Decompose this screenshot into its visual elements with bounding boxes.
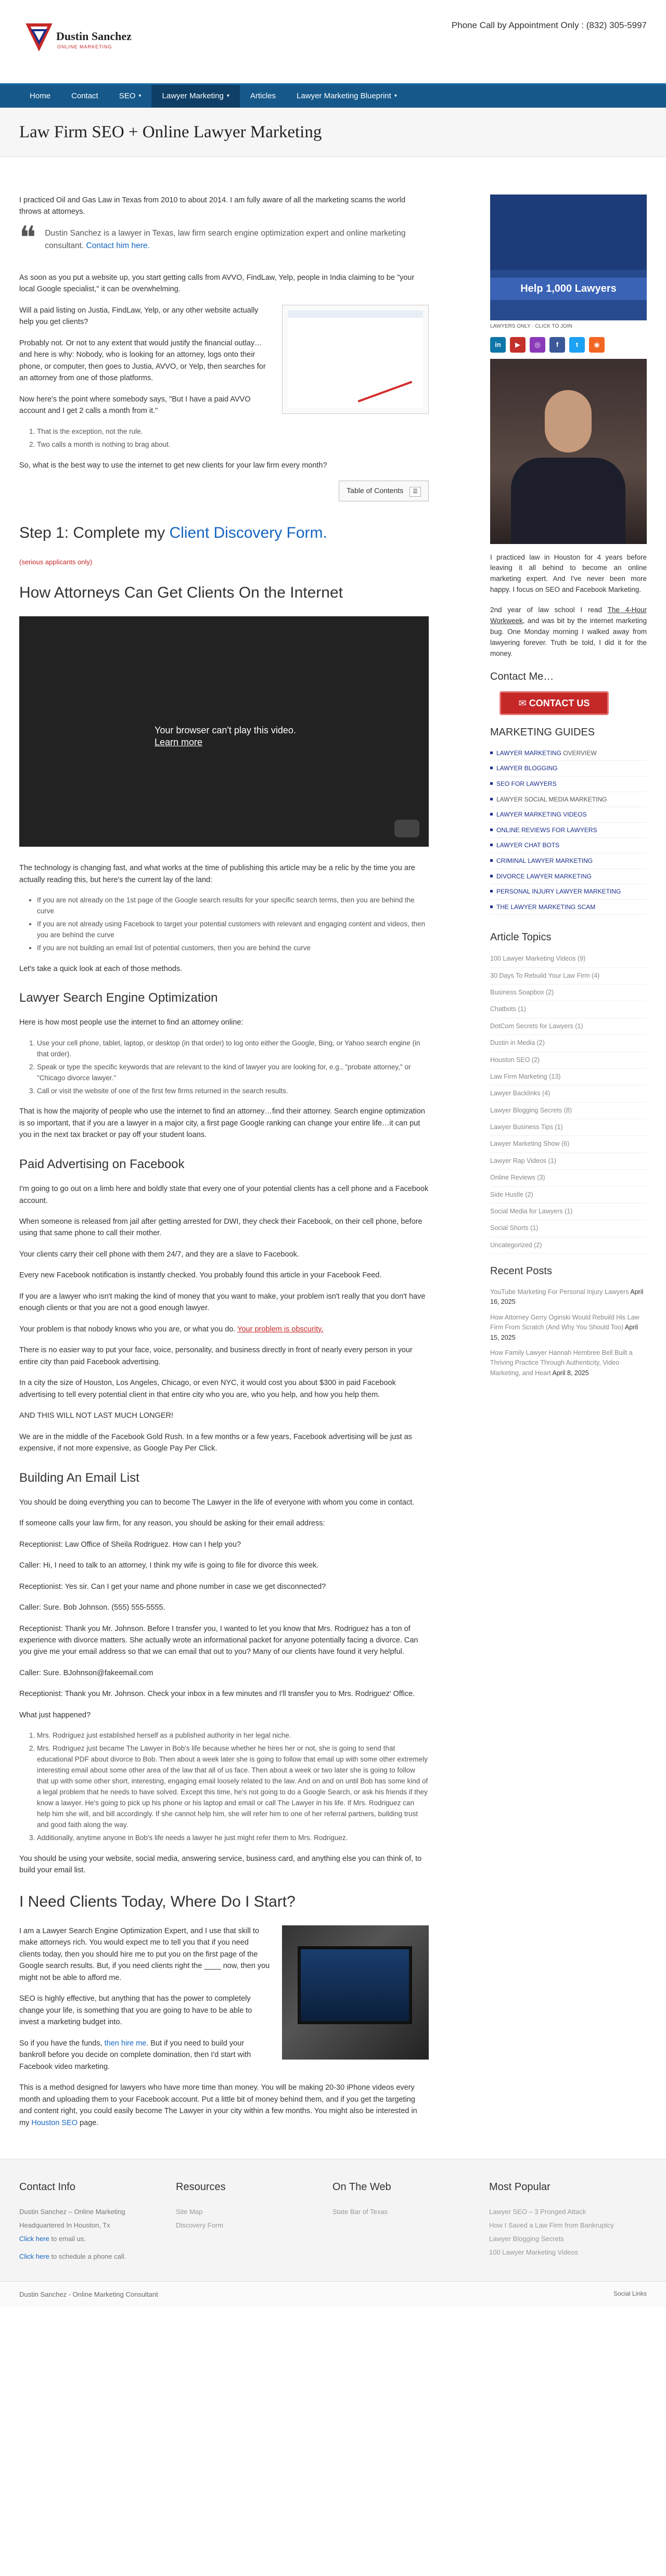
- topic-link[interactable]: Lawyer Blogging Secrets (8): [490, 1106, 572, 1114]
- intro-paragraph: I practiced Oil and Gas Law in Texas from 2010 to about 2014. I am fully aware of all the marketing scams the world throws at attorneys.: [19, 196, 406, 216]
- footer-on-web: [332, 2179, 489, 2266]
- paragraph: As soon as you put a website up, you start getting calls from AVVO, FindLaw, Yelp, people in India claiming to be "your local Google specialist," it can be overwhelming.: [19, 273, 415, 294]
- nav-item-label: Articles: [250, 92, 276, 100]
- guide-suffix: OVERVIEW: [561, 749, 597, 757]
- topic-link[interactable]: Social Media for Lawyers (1): [490, 1207, 573, 1215]
- guide-link[interactable]: LAWYER MARKETING: [496, 749, 561, 757]
- email-link[interactable]: Click here: [19, 2235, 49, 2243]
- topics-heading: Article Topics: [490, 931, 552, 943]
- footer-link[interactable]: Lawyer SEO – 3 Pronged Attack: [489, 2208, 586, 2216]
- paragraph: Now here's the point where somebody says, "But I have a paid AVVO account and I get 2 calls a month from it.": [19, 395, 251, 416]
- footer-call: [19, 2251, 176, 2262]
- guide-suffix: LAWYER SOCIAL MEDIA MARKETING: [496, 795, 607, 803]
- footer-heading: Resources: [176, 2181, 226, 2193]
- paragraph: Caller: Hi, I need to talk to an attorney, I think my wife is going to file for divorce this week.: [19, 1561, 319, 1570]
- topic-item[interactable]: [490, 1119, 647, 1136]
- paragraph: Every new Facebook notification is instantly checked. You probably found this article in your Facebook Feed.: [19, 1271, 382, 1280]
- popular-list: [489, 2207, 646, 2258]
- paragraph: I am a Lawyer Search Engine Optimization Expert, and I use that skill to make attorneys rich. You would expect me to tell you that if you need clients today, then you should hire me to put you on the first page of the Google search results. But, if you need clients right the ____ now, then you might not be able to afford me.: [19, 1927, 270, 1982]
- list-item: • If you are not building an email list of potential customers, then you are behind the curve: [37, 943, 429, 954]
- footer-contact: [19, 2179, 176, 2266]
- guide-item[interactable]: [490, 761, 647, 776]
- nav-item-label: Home: [30, 92, 51, 100]
- topic-item[interactable]: [490, 1069, 647, 1085]
- recent-post[interactable]: [490, 1310, 647, 1345]
- paragraph: Caller: Sure. BJohnson@fakeemail.com: [19, 1668, 153, 1677]
- paragraph: If you are a lawyer who isn't making the kind of money that you want to make, your problem isn't really that you don't have enough clients or that you are not a good enough lawyer.: [19, 1292, 426, 1313]
- author-quote: [19, 220, 429, 262]
- list-item: 2. Mrs. Rodriguez just became The Lawyer in Bob's life because whether he hires her or not, she is going to send that educational PDF about divorce to Bob. Then about a week later she is going to follow that email up with some other extremely interesting email about some other area of the law that all of us face. Then about a week or two later she is going to follow that up with some other short, interesting, engaging email loosely related to the law. And on and on until Bob has some kind of a legal problem that he needs to have solved. Except this time, he's not going to do a Google Search, or ask his friends if they know a lawyer. He's going to pick up his phone or his laptop and email or call The Lawyer in his life. If Mrs. Rodriguez can help him she will, and bill accordingly. If she cannot help him, she will refer him to one of her referral partners, building trust and good faith along the way.: [37, 1743, 429, 1830]
- guide-link[interactable]: DIVORCE LAWYER MARKETING: [496, 872, 592, 880]
- footer-hq: Headquartered In Houston, Tx: [19, 2221, 110, 2230]
- sidebar: [490, 195, 647, 2138]
- portrait-face: [545, 390, 592, 452]
- nav-item-home[interactable]: [19, 85, 61, 108]
- paragraph: You should be using your website, social media, answering service, business card, and anything else you can think of, to build your email list.: [19, 1854, 422, 1875]
- site-header: [19, 0, 647, 83]
- site-footer: [0, 2159, 666, 2281]
- twitter-icon[interactable]: t: [569, 337, 585, 353]
- social-links-button[interactable]: Social Links: [613, 2289, 647, 2297]
- nav-item-label: Lawyer Marketing Blueprint: [297, 92, 391, 100]
- paragraph: Your clients carry their cell phone with them 24/7, and they are a slave to Facebook.: [19, 1250, 299, 1259]
- guide-link[interactable]: ONLINE REVIEWS FOR LAWYERS: [496, 826, 597, 834]
- table-of-contents[interactable]: [339, 481, 429, 501]
- topic-item[interactable]: [490, 1085, 647, 1102]
- ad-text: Help 1,000 Lawyers: [490, 278, 647, 300]
- rss-icon[interactable]: ◉: [589, 337, 605, 353]
- call-link[interactable]: Click here: [19, 2253, 49, 2261]
- guides-heading: MARKETING GUIDES: [490, 726, 595, 738]
- author-portrait: [490, 359, 647, 544]
- paragraph: I'm going to go out on a limb here and boldly state that every one of your potential clients has a cell phone and a Facebook account.: [19, 1185, 429, 1205]
- title-bar: [0, 108, 666, 157]
- guide-link[interactable]: CRIMINAL LAWYER MARKETING: [496, 857, 593, 864]
- footer-link[interactable]: Discovery Form: [176, 2221, 224, 2230]
- footer-email: [19, 2234, 176, 2244]
- what-happened-list: [37, 1730, 429, 1843]
- recent-heading: Recent Posts: [490, 1265, 552, 1277]
- step1-prefix: Step 1: Complete my: [19, 524, 170, 542]
- recent-post-date: April 15, 2025: [490, 1324, 638, 1341]
- discovery-form-link[interactable]: Client Discovery Form.: [169, 524, 327, 542]
- footer-heading: On The Web: [332, 2181, 391, 2193]
- topic-item[interactable]: [490, 1237, 647, 1254]
- list-item: • If you are not already using Facebook to target your potential customers with relevant and engaging content and videos, then you are behind the curve: [37, 919, 429, 941]
- footer-popular: [489, 2179, 646, 2266]
- bio-paragraph: [490, 605, 647, 659]
- topic-item[interactable]: [490, 985, 647, 1001]
- topic-link[interactable]: DotCom Secrets for Lawyers (1): [490, 1022, 583, 1030]
- topic-link[interactable]: Side Hustle (2): [490, 1190, 533, 1198]
- help-lawyers-ad[interactable]: [490, 195, 647, 320]
- paragraph: AND THIS WILL NOT LAST MUCH LONGER!: [19, 1412, 173, 1420]
- paragraph: Caller: Sure. Bob Johnson. (555) 555-5555.: [19, 1603, 165, 1612]
- article-topics-list: [490, 951, 647, 1254]
- topic-item[interactable]: [490, 968, 647, 985]
- paragraph: SEO is highly effective, but anything that has the power to completely change your life, is something that you are going to have to be able to invest a marketing budget into.: [19, 1995, 252, 2027]
- topic-item[interactable]: [490, 1187, 647, 1203]
- list-item: 1. That is the exception, not the rule.: [37, 426, 429, 437]
- facebook-icon[interactable]: f: [549, 337, 565, 353]
- search-steps-list: [37, 1038, 429, 1097]
- bio-prefix: 2nd year of law school I read: [490, 606, 608, 614]
- guide-link[interactable]: LAWYER CHAT BOTS: [496, 842, 560, 849]
- footer-link[interactable]: State Bar of Texas: [332, 2208, 388, 2216]
- video-error-text: Your browser can't play this video.: [155, 725, 296, 736]
- topic-item[interactable]: [490, 1035, 647, 1052]
- topic-link[interactable]: Law Firm Marketing (13): [490, 1072, 561, 1080]
- footer-link[interactable]: How I Saved a Law Firm from Bankruptcy: [489, 2221, 614, 2230]
- logo-mark-icon: [25, 22, 53, 51]
- recent-posts-list: [490, 1285, 647, 1381]
- paragraph: Let's take a quick look at each of those methods.: [19, 964, 183, 973]
- paragraph: You should be doing everything you can to become The Lawyer in the life of everyone with whom you come in contact.: [19, 1498, 415, 1507]
- marketing-guides-list: [490, 746, 647, 915]
- guide-link[interactable]: LAWYER BLOGGING: [496, 765, 558, 772]
- footer-company: Dustin Sanchez – Online Marketing: [19, 2208, 125, 2216]
- nav-item-label: Lawyer Marketing: [162, 92, 224, 100]
- list-item: 3. Call or visit the website of one of the first few firms returned in the search results.: [37, 1086, 429, 1097]
- method-prefix: This is a method designed for lawyers who have more time than money. You will be making 20-30 iPhone videos every month and uploading them to your Facebook account. Put a little bit of money behind them, and if you get the targeting and content right, you could easily become The Lawyer in your city within a few months. You might also be interested in my: [19, 2083, 417, 2127]
- quote-text: [45, 227, 429, 252]
- nav-item-seo[interactable]: [109, 85, 152, 108]
- logo-name: Dustin Sanchez: [56, 30, 132, 43]
- site-logo[interactable]: [25, 22, 150, 58]
- list-item: 1. Mrs. Rodriguez just established herself as a published authority in her legal niche.: [37, 1730, 429, 1741]
- topic-link[interactable]: Dustin in Media (2): [490, 1039, 545, 1047]
- paragraph: Here is how most people use the internet to find an attorney online:: [19, 1018, 244, 1027]
- topic-link[interactable]: Lawyer Backlinks (4): [490, 1090, 550, 1097]
- guide-link[interactable]: PERSONAL INJURY LAWYER MARKETING: [496, 888, 621, 896]
- chevron-down-icon: ▾: [394, 93, 397, 99]
- exception-list: [37, 426, 429, 450]
- workweek-link[interactable]: The 4-Hour Workweek: [490, 606, 647, 625]
- list-item: • If you are not already on the 1st page of the Google search results for your specific search terms, then you are behind the curve: [37, 895, 429, 917]
- list-item: 2. Two calls a month is nothing to brag about.: [37, 439, 429, 450]
- topic-item[interactable]: [490, 1220, 647, 1237]
- section-heading: Paid Advertising on Facebook: [19, 1157, 185, 1171]
- footer-link[interactable]: Site Map: [176, 2208, 203, 2216]
- recent-post-link[interactable]: How Attorney Gerry Oginski Would Rebuild His Law Firm From Scratch (And Why You Should Too): [490, 1313, 639, 1331]
- paragraph: Probably not. Or not to any extent that would justify the financial outlay…and here is why: Nobody, who is looking for an attorney, logs onto their phone, or computer, then goes to Justia, AVVO, or Yelp, then searches for an attorney from one of those platforms.: [19, 339, 266, 383]
- guide-item[interactable]: [490, 792, 647, 808]
- contact-heading: Contact Me…: [490, 670, 554, 682]
- topic-link[interactable]: 30 Days To Rebuild Your Law Firm (4): [490, 972, 600, 979]
- paragraph: We are in the middle of the Facebook Gold Rush. In a few months or a few years, Facebook advertising will be just as expensive, if not more expensive, as Google Pay Per Click.: [19, 1432, 412, 1453]
- guide-item[interactable]: [490, 746, 647, 761]
- contact-him-link[interactable]: Contact him here.: [86, 241, 150, 250]
- bio-suffix: , and was bit by the internet marketing bug. One Monday morning I walked away from lawyering forever. Truth be told, I did it for the money.: [490, 617, 647, 657]
- paragraph: Will a paid listing on Justia, FindLaw, Yelp, or any other website actually help you get clients?: [19, 306, 259, 327]
- hire-suffix: . But if you need to build your bankroll before you decide on complete domination, then I'd start with Facebook video marketing.: [19, 2039, 251, 2071]
- topic-link[interactable]: Online Reviews (3): [490, 1174, 545, 1182]
- paragraph: Receptionist: Thank you Mr. Johnson. Before I transfer you, I wanted to let you know that Mrs. Rodriguez has a ton of experience with divorce matters. She actually wrote an informational packet for anyone potentially facing a divorce. Can you give me your email address so that we can email that out to you? Many of our clients have found it very helpful.: [19, 1624, 418, 1656]
- topic-link[interactable]: Uncategorized (2): [490, 1241, 542, 1249]
- section-heading: Lawyer Search Engine Optimization: [19, 991, 218, 1005]
- curve-list: [37, 895, 429, 954]
- ad-caption: LAWYERS ONLY · CLICK TO JOIN: [490, 323, 572, 329]
- guide-link[interactable]: SEO FOR LAWYERS: [496, 780, 557, 787]
- nav-item-label: Contact: [71, 92, 98, 100]
- search-results-screenshot: [282, 305, 429, 414]
- linkedin-icon[interactable]: in: [490, 337, 506, 353]
- topic-item[interactable]: [490, 1136, 647, 1153]
- recent-post[interactable]: [490, 1285, 647, 1310]
- step1-heading: [19, 521, 429, 546]
- tv-studio-photo: [282, 1925, 429, 2060]
- nav-list: [19, 85, 647, 108]
- method-suffix: page.: [78, 2118, 99, 2127]
- paragraph: That is how the majority of people who use the internet to find an attorney…find their attorney. Search engine optimization is so important, that if you are a lawyer in a major city, a first page Google ranking can change your entire life…it can put you in the next tax bracket or pay off your student loans.: [19, 1107, 425, 1140]
- logo-subtitle: ONLINE MARKETING: [57, 44, 112, 49]
- nav-item-label: SEO: [119, 92, 136, 100]
- topic-item[interactable]: [490, 1170, 647, 1186]
- footer-resources: [176, 2179, 332, 2266]
- topic-item[interactable]: [490, 1001, 647, 1018]
- topic-link[interactable]: 100 Lawyer Marketing Videos (9): [490, 955, 586, 963]
- paragraph: In a city the size of Houston, Los Angeles, Chicago, or even NYC, it would cost you about $300 in paid Facebook advertising to tell every potential client in that entire city who you are, who you help, and how you help them.: [19, 1379, 396, 1399]
- article-content: [19, 195, 429, 2138]
- on-web-list: [332, 2207, 489, 2217]
- recent-post-link[interactable]: How Family Lawyer Hannah Hembree Bell Built a Thriving Practice Through Authenticity, Video Marketing, and Heart: [490, 1349, 633, 1377]
- list-item: 1. Use your cell phone, tablet, laptop, or desktop (in that order) to log onto either the Google, Bing, or Yahoo search engine (in that order).: [37, 1038, 429, 1060]
- screenshot-inner: [288, 310, 423, 408]
- paragraph: What just happened?: [19, 1711, 91, 1719]
- section-heading: Building An Email List: [19, 1470, 139, 1485]
- main-area: [19, 157, 647, 2138]
- hire-prefix: So if you have the funds,: [19, 2039, 105, 2048]
- video-message: [155, 724, 296, 748]
- paragraph: So, what is the best way to use the internet to get new clients for your law firm every month?: [19, 461, 327, 470]
- guide-item[interactable]: [490, 884, 647, 900]
- chevron-down-icon: ▾: [138, 93, 142, 99]
- quote-mark-icon: ❝: [19, 220, 36, 255]
- topic-link[interactable]: Lawyer Marketing Show (6): [490, 1140, 570, 1148]
- contact-us-button[interactable]: ✉ CONTACT US: [499, 691, 609, 715]
- recent-post[interactable]: [490, 1345, 647, 1381]
- tv-screen: [298, 1946, 412, 2024]
- guide-link[interactable]: LAWYER MARKETING VIDEOS: [496, 811, 587, 819]
- topic-item[interactable]: [490, 1052, 647, 1069]
- houston-seo-link[interactable]: Houston SEO: [31, 2118, 78, 2127]
- guide-item[interactable]: [490, 900, 647, 915]
- topic-item[interactable]: [490, 951, 647, 967]
- guide-item[interactable]: [490, 776, 647, 792]
- paragraph: [19, 1324, 429, 1335]
- list-item: 3. Additionally, anytime anyone in Bob's life needs a lawyer he just might refer them to Mrs. Rodriguez.: [37, 1833, 429, 1844]
- bio-paragraph: I practiced law in Houston for 4 years before leaving it all behind to become an online marketing expert. And I've never been more happy. I focus on SEO and Facebook Marketing.: [490, 553, 647, 594]
- toc-toggle-icon[interactable]: ☰: [409, 487, 421, 497]
- social-icons: [490, 337, 647, 353]
- topic-link[interactable]: Chatbots (1): [490, 1005, 526, 1013]
- nav-item-articles[interactable]: [240, 85, 286, 108]
- youtube-icon[interactable]: ▶: [510, 337, 526, 353]
- quote-body: Dustin Sanchez is a lawyer in Texas, law firm search engine optimization expert and online marketing consultant.: [45, 228, 406, 250]
- topic-link[interactable]: Business Soapbox (2): [490, 989, 554, 996]
- recent-post-date: April 16, 2025: [490, 1288, 644, 1306]
- paragraph: Receptionist: Law Office of Sheila Rodriguez. How can I help you?: [19, 1540, 241, 1549]
- footer-heading: Contact Info: [19, 2181, 75, 2193]
- section-heading: I Need Clients Today, Where Do I Start?: [19, 1893, 296, 1910]
- list-item: 2. Speak or type the specific keywords that are relevant to the kind of lawyer you are looking for, e.g., "probate attorney," or "Chicago divorce lawyer.": [37, 1062, 429, 1084]
- recent-post-link[interactable]: YouTube Marketing For Personal Injury Lawyers: [490, 1288, 629, 1296]
- instagram-icon[interactable]: ◎: [530, 337, 545, 353]
- toc-label: Table of Contents: [347, 486, 404, 495]
- copyright: Dustin Sanchez - Online Marketing Consultant: [19, 2290, 158, 2298]
- guide-item[interactable]: [490, 838, 647, 853]
- footer-link[interactable]: 100 Lawyer Marketing Videos: [489, 2248, 579, 2257]
- topic-link[interactable]: Lawyer Business Tips (1): [490, 1123, 563, 1131]
- chevron-down-icon: ▾: [226, 93, 229, 99]
- topic-item[interactable]: [490, 1153, 647, 1170]
- guide-item[interactable]: [490, 853, 647, 869]
- call-text: to schedule a phone call.: [49, 2253, 126, 2261]
- guide-item[interactable]: [490, 807, 647, 823]
- hire-me-link[interactable]: then hire me: [104, 2039, 147, 2048]
- nav-item-lawyer-marketing[interactable]: [151, 85, 239, 108]
- learn-more-link[interactable]: Learn more: [155, 736, 203, 747]
- paragraph: If someone calls your law firm, for any reason, you should be asking for their email address:: [19, 1519, 325, 1528]
- bottom-bar: [0, 2281, 666, 2307]
- main-nav: [0, 83, 666, 108]
- portrait-suit: [511, 458, 625, 544]
- topic-item[interactable]: [490, 1103, 647, 1119]
- footer-heading: Most Popular: [489, 2181, 550, 2193]
- page-title: Law Firm SEO + Online Lawyer Marketing: [19, 123, 322, 141]
- paragraph: Receptionist: Yes sir. Can I get your name and phone number in case we get disconnected?: [19, 1582, 326, 1591]
- guide-item[interactable]: [490, 869, 647, 885]
- topic-item[interactable]: [490, 1203, 647, 1220]
- footer-link[interactable]: Lawyer Blogging Secrets: [489, 2235, 564, 2243]
- topic-link[interactable]: Social Shorts (1): [490, 1224, 539, 1232]
- serious-note: (serious applicants only): [19, 558, 93, 566]
- section-heading: How Attorneys Can Get Clients On the Internet: [19, 584, 343, 601]
- nav-item-lawyer-marketing-blueprint[interactable]: [286, 85, 407, 108]
- obscurity-text: Your problem is obscurity.: [237, 1325, 324, 1334]
- obscurity-prefix: Your problem is that nobody knows who you are, or what you do.: [19, 1325, 238, 1334]
- resources-list: [176, 2207, 332, 2231]
- paragraph: There is no easier way to put your face, voice, personality, and business directly in front of nearly every person in your entire city than paid Facebook advertising.: [19, 1346, 413, 1366]
- paragraph: The technology is changing fast, and what works at the time of publishing this article may be a relic by the time you are actually reading this, but here's the current lay of the land:: [19, 864, 415, 884]
- guide-item[interactable]: [490, 823, 647, 838]
- topic-item[interactable]: [490, 1018, 647, 1035]
- youtube-icon[interactable]: [394, 820, 419, 837]
- video-player[interactable]: [19, 616, 429, 847]
- topic-link[interactable]: Houston SEO (2): [490, 1056, 540, 1064]
- recent-post-date: April 8, 2025: [550, 1369, 589, 1377]
- phone-number: Phone Call by Appointment Only : (832) 305-5997: [451, 20, 647, 30]
- paragraph: Receptionist: Thank you Mr. Johnson. Check your inbox in a few minutes and I'll transfer you to Mrs. Rodriguez' Office.: [19, 1690, 415, 1699]
- paragraph: When someone is released from jail after getting arrested for DWI, they check their Facebook, on their cell phone, before using that same phone to call their mother.: [19, 1217, 422, 1238]
- topic-link[interactable]: Lawyer Rap Videos (1): [490, 1157, 556, 1164]
- guide-link[interactable]: THE LAWYER MARKETING SCAM: [496, 903, 596, 911]
- email-text: to email us.: [49, 2235, 86, 2243]
- nav-item-contact[interactable]: [61, 85, 109, 108]
- paragraph: [19, 2082, 429, 2129]
